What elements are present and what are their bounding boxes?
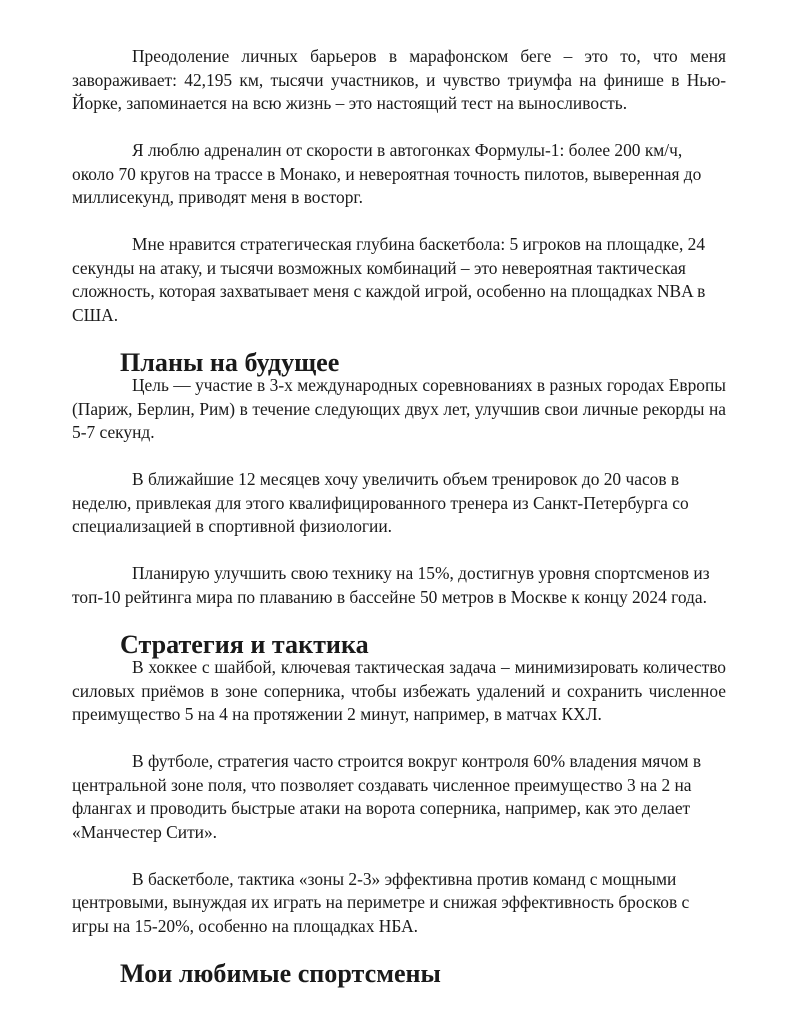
paragraph-football: В футболе, стратегия часто строится вокруг контроля 60% владения мячом в центральной зоне поля, что позволяет создавать численное преимущество 3 на 2 на флангах и проводить быстрые атаки на ворота соперника, например, как это делает «Манчестер Сити». [72,751,702,842]
paragraph-competitions-goal: Цель — участие в 3-х международных соревнованиях в разных городах Европы (Париж, Берлин, Рим) в течение следующих двух лет, улучшив свои личные рекорды на 5-7 секунд. [72,375,726,442]
heading-favorite-athletes: Мои любимые спортсмены [120,958,441,988]
paragraph-marathon: Преодоление личных барьеров в марафонском беге – это то, что меня завораживает: 42,195 км, тысячи участников, и чувство триумфа на финише в Нью-Йорке, запоминается на всю жизнь – это настоящий тест на выносливость. [72,46,726,113]
paragraph-technique-goal: Планирую улучшить свою технику на 15%, достигнув уровня спортсменов из топ-10 рейтинга мира по плаванию в бассейне 50 метров в Москве к концу 2024 года. [72,563,710,607]
paragraph-basketball: Мне нравится стратегическая глубина баскетбола: 5 игроков на площадке, 24 секунды на атаку, и тысячи возможных комбинаций – это невероятная тактическая сложность, которая захватывает меня с каждой игрой, особенно на площадках NBA в США. [72,234,706,325]
paragraph-formula1: Я люблю адреналин от скорости в автогонках Формулы-1: более 200 км/ч, около 70 кругов на трассе в Монако, и невероятная точность пилотов, выверенная до миллисекунд, приводят меня в восторг. [72,140,702,207]
paragraph-basketball-zone: В баскетболе, тактика «зоны 2-3» эффективна против команд с мощными центровыми, вынуждая их играть на периметре и снижая эффективность бросков с игры на 15-20%, особенно на площадках НБА. [72,868,690,936]
paragraph-training-volume: В ближайшие 12 месяцев хочу увеличить объем тренировок до 20 часов в неделю, привлекая для этого квалифицированного тренера из Санкт-Петербурга со специализацией в спортивной физиологии. [72,469,689,536]
heading-future-plans: Планы на будущее [120,347,340,377]
heading-strategy-tactics: Стратегия и тактика [120,629,369,659]
paragraph-hockey: В хоккее с шайбой, ключевая тактическая задача – минимизировать количество силовых приёмов в зоне соперника, чтобы избежать удалений и сохранить численное преимущество 5 на 4 на протяжении 2 минут, например, в матчах КХЛ. [72,657,726,724]
